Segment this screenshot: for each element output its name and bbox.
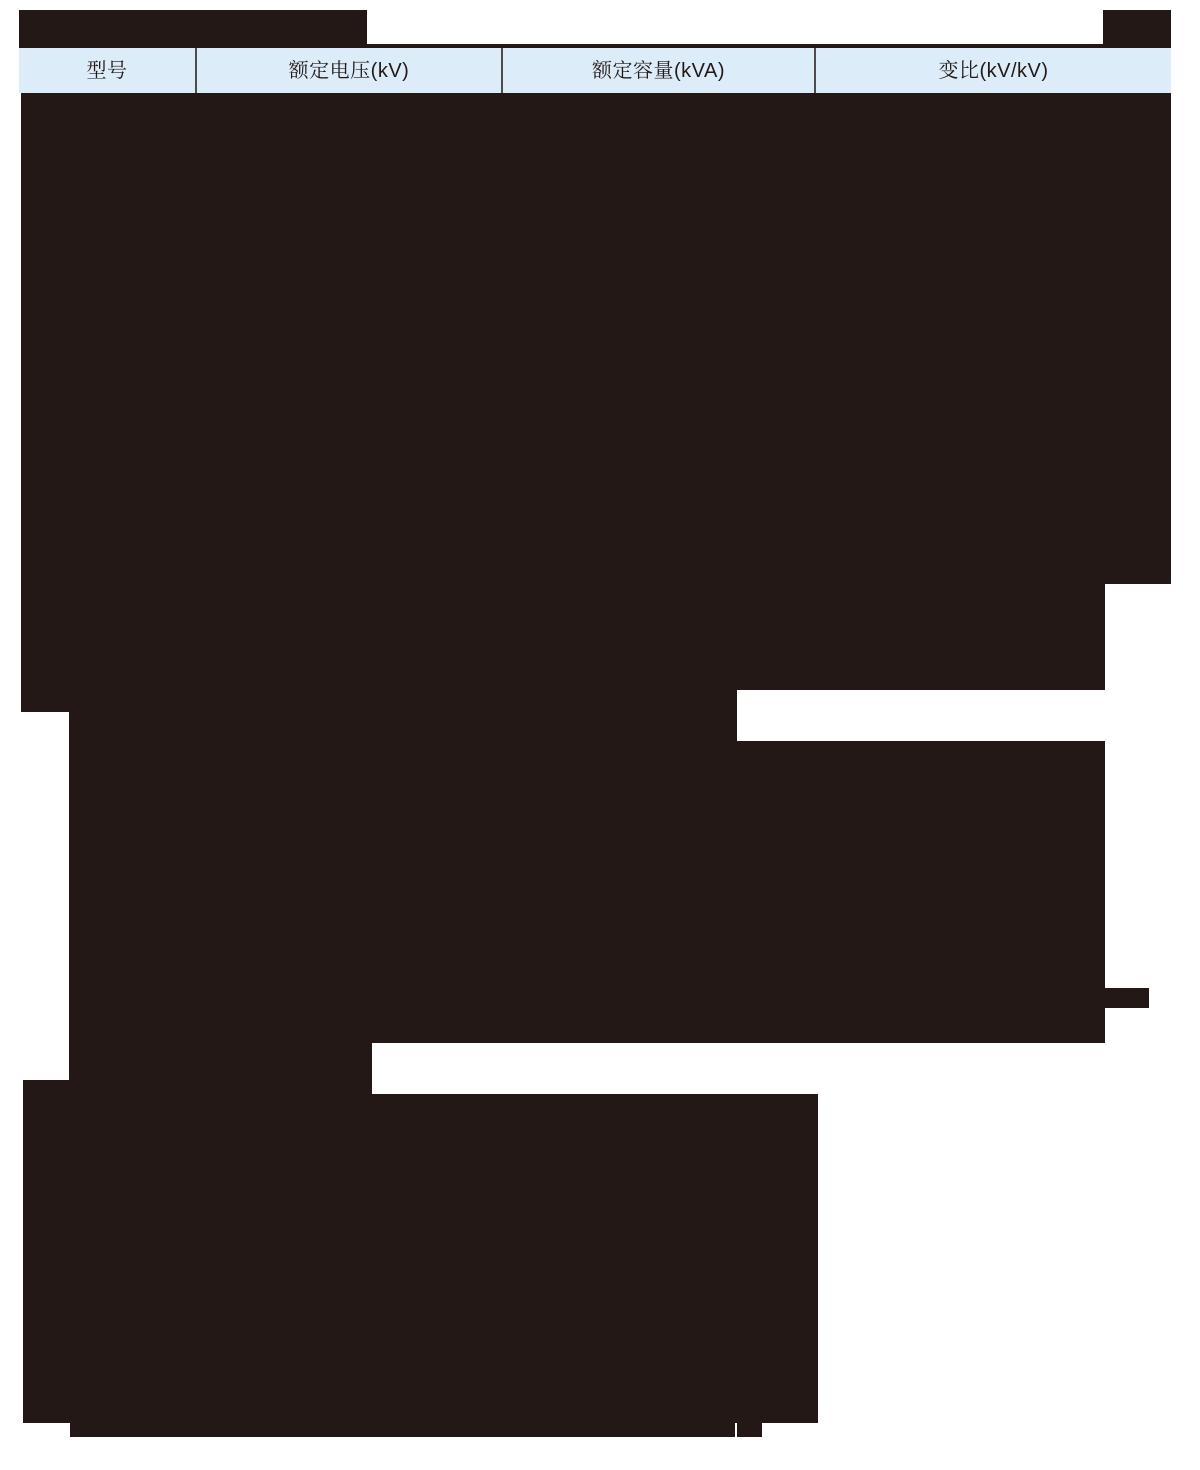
blob-middle [69,741,1105,988]
header-cell-model: 型号 [19,48,197,93]
blob-bottom-strip [70,1423,735,1437]
blob-band-2 [21,690,737,712]
blob-band-5 [69,1043,372,1080]
header-cell-rated-voltage: 额定电压(kV) [197,48,503,93]
spec-table-header [19,44,1171,93]
blob-upper [21,93,1171,584]
blob-protrusion [69,988,1149,1008]
blob-band-1 [21,584,1105,690]
spec-table-header-row [19,48,1171,93]
blob-band-6 [23,1080,372,1094]
blob-bottom-nub [737,1423,762,1437]
blob-band-4 [69,1008,1105,1043]
blob-lower [23,1094,818,1423]
top-bar-left [19,10,367,45]
header-cell-ratio: 变比(kV/kV) [938,59,1049,82]
top-bar-right [1103,10,1171,44]
blob-band-3 [69,712,737,741]
header-cell-rated-capacity: 额定容量(kVA) [503,48,816,93]
